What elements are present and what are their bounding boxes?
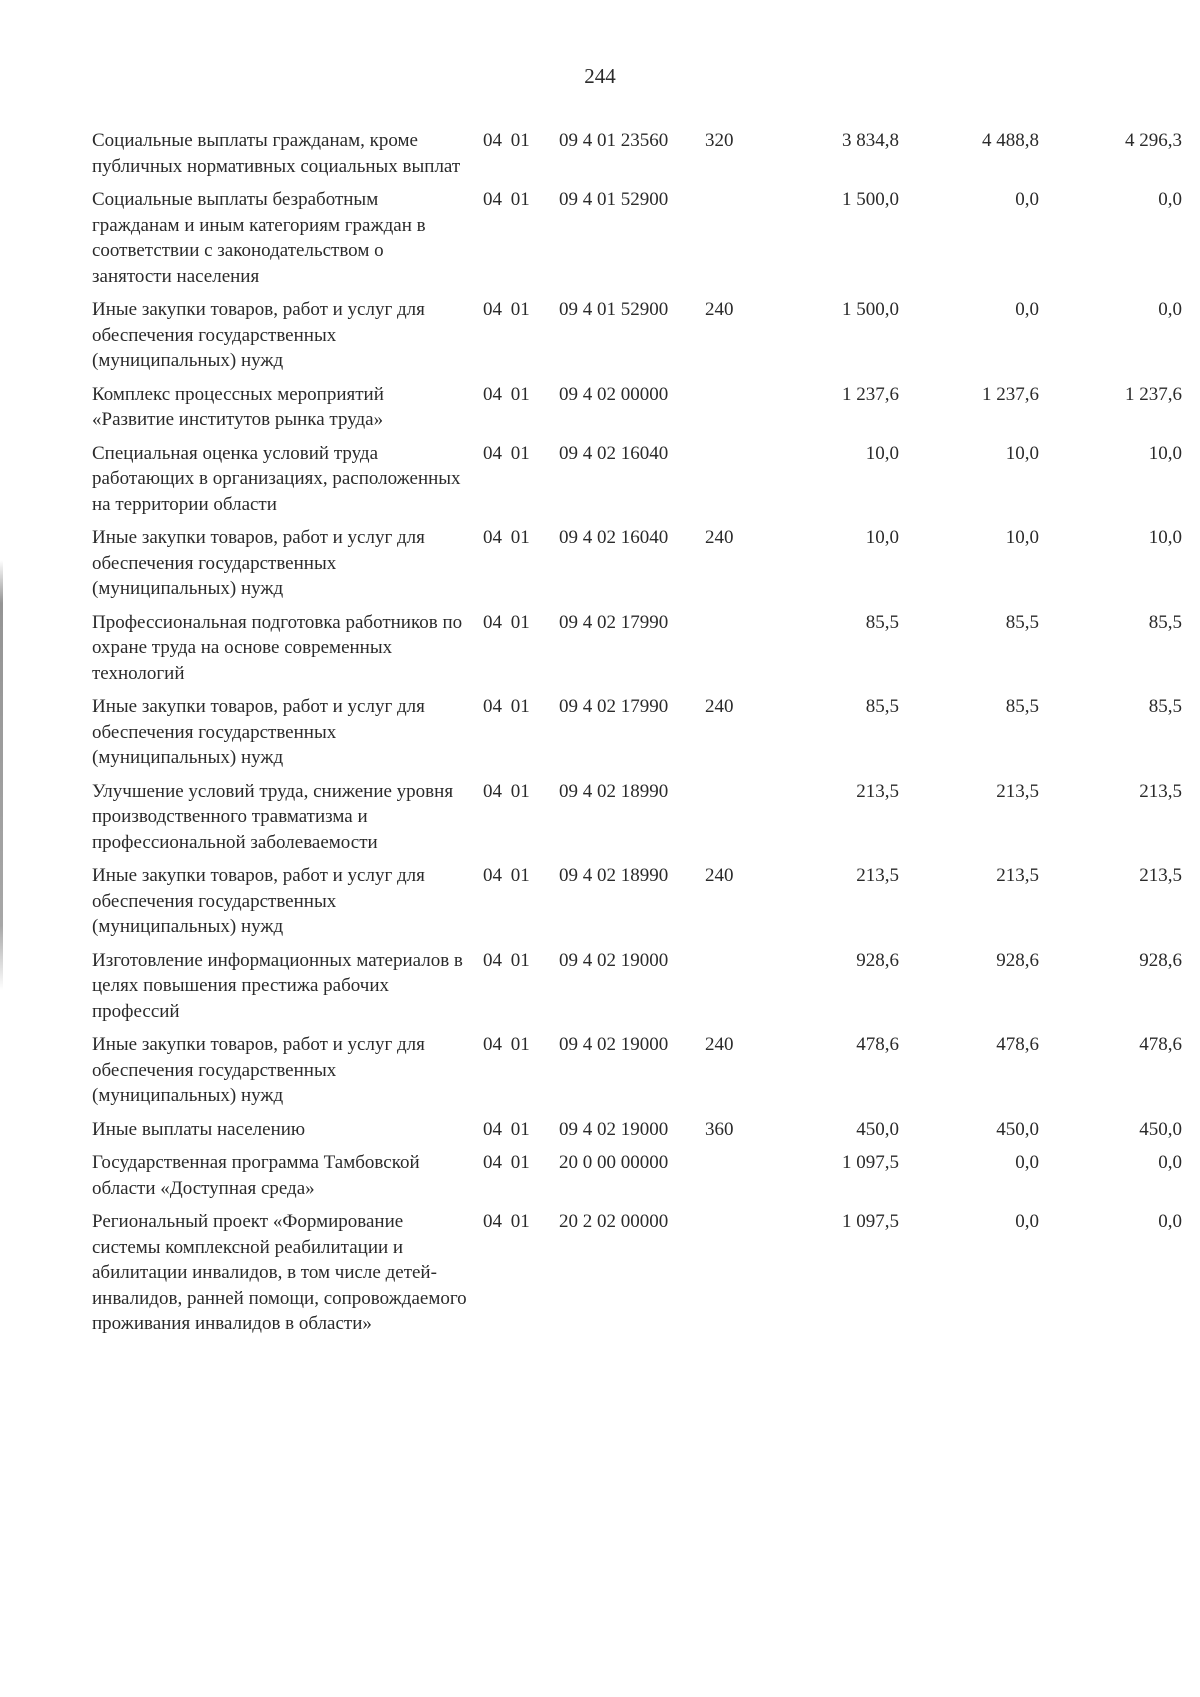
row-section-code: 04 01 bbox=[483, 1211, 530, 1232]
row-expense-type: 360 bbox=[705, 1118, 734, 1140]
row-amount-2: 0,0 bbox=[1015, 1152, 1039, 1173]
row-section-code: 04 01 bbox=[483, 527, 530, 548]
row-amount-1: 85,5 bbox=[865, 696, 899, 717]
row-target-article: 09 4 01 52900 bbox=[559, 189, 669, 210]
row-section-code: 04 01 bbox=[483, 1034, 530, 1055]
row-section-code: 04 01 bbox=[483, 780, 530, 802]
row-section-code: 04 01 bbox=[483, 442, 530, 464]
row-expense-type: 240 bbox=[705, 865, 734, 886]
budget-table bbox=[92, 128, 1182, 1345]
row-amount-1: 928,6 bbox=[856, 949, 899, 971]
row-target-article: 09 4 02 19000 bbox=[559, 1118, 669, 1140]
row-name: Специальная оценка условий труда работающих в организациях, расположенных на территории области bbox=[92, 442, 461, 515]
row-amount-2: 0,0 bbox=[1015, 299, 1039, 320]
row-amount-2: 0,0 bbox=[1015, 189, 1039, 210]
row-amount-1: 450,0 bbox=[856, 1118, 899, 1140]
row-amount-3: 85,5 bbox=[1148, 696, 1182, 717]
table-row bbox=[92, 128, 1182, 179]
row-amount-1: 1 500,0 bbox=[842, 299, 899, 320]
row-amount-2: 0,0 bbox=[1015, 1211, 1039, 1232]
row-target-article: 09 4 02 18990 bbox=[559, 865, 669, 886]
row-name: Профессиональная подготовка работников по охране труда на основе современных технологий bbox=[92, 611, 463, 684]
row-amount-2: 4 488,8 bbox=[982, 130, 1039, 151]
row-section-code: 04 01 bbox=[483, 299, 530, 320]
table-row bbox=[92, 610, 1182, 687]
row-amount-3: 478,6 bbox=[1139, 1034, 1182, 1055]
row-amount-1: 213,5 bbox=[856, 865, 899, 886]
row-name: Социальные выплаты безработным гражданам и иным категориям граждан в соответствии с законодательством о занятости населения bbox=[92, 189, 426, 287]
row-section-code: 04 01 bbox=[483, 130, 530, 151]
row-amount-2: 478,6 bbox=[996, 1034, 1039, 1055]
row-amount-3: 0,0 bbox=[1158, 299, 1182, 320]
row-amount-3: 450,0 bbox=[1139, 1118, 1182, 1140]
row-name: Региональный проект «Формирование системы комплексной реабилитации и абилитации инвалидов, в том числе детей-инвалидов, ранней помощи, сопровождаемого проживания инвалидов в области» bbox=[92, 1211, 467, 1334]
row-name: Государственная программа Тамбовской области «Доступная среда» bbox=[92, 1152, 420, 1199]
row-section-code: 04 01 bbox=[483, 865, 530, 886]
row-amount-3: 10,0 bbox=[1148, 442, 1182, 464]
page-number: 244 bbox=[584, 64, 616, 88]
scan-edge-artifact bbox=[0, 560, 3, 990]
row-amount-2: 450,0 bbox=[996, 1118, 1039, 1140]
row-amount-3: 0,0 bbox=[1158, 1152, 1182, 1173]
row-name: Иные закупки товаров, работ и услуг для обеспечения государственных (муниципальных) нужд bbox=[92, 1034, 425, 1106]
row-amount-1: 3 834,8 bbox=[842, 130, 899, 151]
row-target-article: 09 4 02 16040 bbox=[559, 527, 669, 548]
row-amount-3: 10,0 bbox=[1148, 527, 1182, 548]
row-target-article: 09 4 01 23560 bbox=[559, 130, 669, 151]
row-amount-3: 0,0 bbox=[1158, 189, 1182, 210]
row-amount-2: 213,5 bbox=[996, 865, 1039, 886]
row-target-article: 20 2 02 00000 bbox=[559, 1211, 669, 1232]
table-row bbox=[92, 297, 1182, 374]
table-row bbox=[92, 525, 1182, 602]
row-name: Иные закупки товаров, работ и услуг для обеспечения государственных (муниципальных) нужд bbox=[92, 299, 425, 371]
row-target-article: 09 4 02 16040 bbox=[559, 442, 669, 464]
row-amount-1: 1 237,6 bbox=[842, 383, 899, 405]
row-amount-3: 928,6 bbox=[1139, 949, 1182, 971]
row-target-article: 09 4 02 19000 bbox=[559, 949, 669, 971]
row-amount-1: 1 097,5 bbox=[842, 1152, 899, 1173]
row-amount-3: 85,5 bbox=[1148, 611, 1182, 633]
row-target-article: 09 4 01 52900 bbox=[559, 299, 669, 320]
row-name: Улучшение условий труда, снижение уровня производственного травматизма и профессиональной заболеваемости bbox=[92, 780, 454, 853]
table-row bbox=[92, 1117, 1182, 1143]
row-target-article: 20 0 00 00000 bbox=[559, 1152, 669, 1173]
table-row bbox=[92, 1209, 1182, 1337]
row-section-code: 04 01 bbox=[483, 1118, 530, 1140]
row-amount-2: 85,5 bbox=[1005, 696, 1039, 717]
row-name: Социальные выплаты гражданам, кроме публичных нормативных социальных выплат bbox=[92, 130, 461, 177]
row-amount-1: 213,5 bbox=[856, 780, 899, 802]
row-amount-3: 213,5 bbox=[1139, 780, 1182, 802]
table-row bbox=[92, 1032, 1182, 1109]
row-section-code: 04 01 bbox=[483, 611, 530, 633]
row-amount-2: 10,0 bbox=[1005, 442, 1039, 464]
row-expense-type: 240 bbox=[705, 527, 734, 548]
row-target-article: 09 4 02 00000 bbox=[559, 383, 669, 405]
row-amount-1: 478,6 bbox=[856, 1034, 899, 1055]
table-row bbox=[92, 1150, 1182, 1201]
row-section-code: 04 01 bbox=[483, 949, 530, 971]
row-amount-2: 85,5 bbox=[1005, 611, 1039, 633]
row-name: Иные закупки товаров, работ и услуг для обеспечения государственных (муниципальных) нужд bbox=[92, 696, 425, 768]
row-name: Изготовление информационных материалов в целях повышения престижа рабочих профессий bbox=[92, 949, 463, 1022]
row-amount-1: 85,5 bbox=[865, 611, 899, 633]
table-row bbox=[92, 187, 1182, 289]
row-target-article: 09 4 02 17990 bbox=[559, 611, 669, 633]
row-target-article: 09 4 02 19000 bbox=[559, 1034, 669, 1055]
row-name: Иные закупки товаров, работ и услуг для обеспечения государственных (муниципальных) нужд bbox=[92, 865, 425, 937]
row-name: Иные закупки товаров, работ и услуг для обеспечения государственных (муниципальных) нужд bbox=[92, 527, 425, 599]
table-row bbox=[92, 863, 1182, 940]
table-row bbox=[92, 948, 1182, 1025]
row-target-article: 09 4 02 18990 bbox=[559, 780, 669, 802]
row-expense-type: 240 bbox=[705, 696, 734, 717]
table-row bbox=[92, 694, 1182, 771]
row-amount-2: 10,0 bbox=[1005, 527, 1039, 548]
row-expense-type: 240 bbox=[705, 299, 734, 320]
row-name: Иные выплаты населению bbox=[92, 1118, 306, 1140]
row-section-code: 04 01 bbox=[483, 189, 530, 210]
row-amount-3: 0,0 bbox=[1158, 1211, 1182, 1232]
row-expense-type: 320 bbox=[705, 130, 734, 151]
row-amount-2: 1 237,6 bbox=[982, 383, 1039, 405]
row-amount-3: 213,5 bbox=[1139, 865, 1182, 886]
row-amount-1: 10,0 bbox=[865, 527, 899, 548]
row-amount-2: 213,5 bbox=[996, 780, 1039, 802]
row-amount-1: 10,0 bbox=[865, 442, 899, 464]
table-row bbox=[92, 779, 1182, 856]
row-amount-2: 928,6 bbox=[996, 949, 1039, 971]
row-amount-1: 1 097,5 bbox=[842, 1211, 899, 1232]
row-amount-1: 1 500,0 bbox=[842, 189, 899, 210]
row-amount-3: 1 237,6 bbox=[1125, 383, 1182, 405]
row-section-code: 04 01 bbox=[483, 696, 530, 717]
row-amount-3: 4 296,3 bbox=[1125, 130, 1182, 151]
row-expense-type: 240 bbox=[705, 1034, 734, 1055]
row-name: Комплекс процессных мероприятий «Развитие институтов рынка труда» bbox=[92, 383, 384, 430]
row-section-code: 04 01 bbox=[483, 383, 530, 405]
table-row bbox=[92, 382, 1182, 433]
row-target-article: 09 4 02 17990 bbox=[559, 696, 669, 717]
row-section-code: 04 01 bbox=[483, 1152, 530, 1173]
table-row bbox=[92, 441, 1182, 518]
